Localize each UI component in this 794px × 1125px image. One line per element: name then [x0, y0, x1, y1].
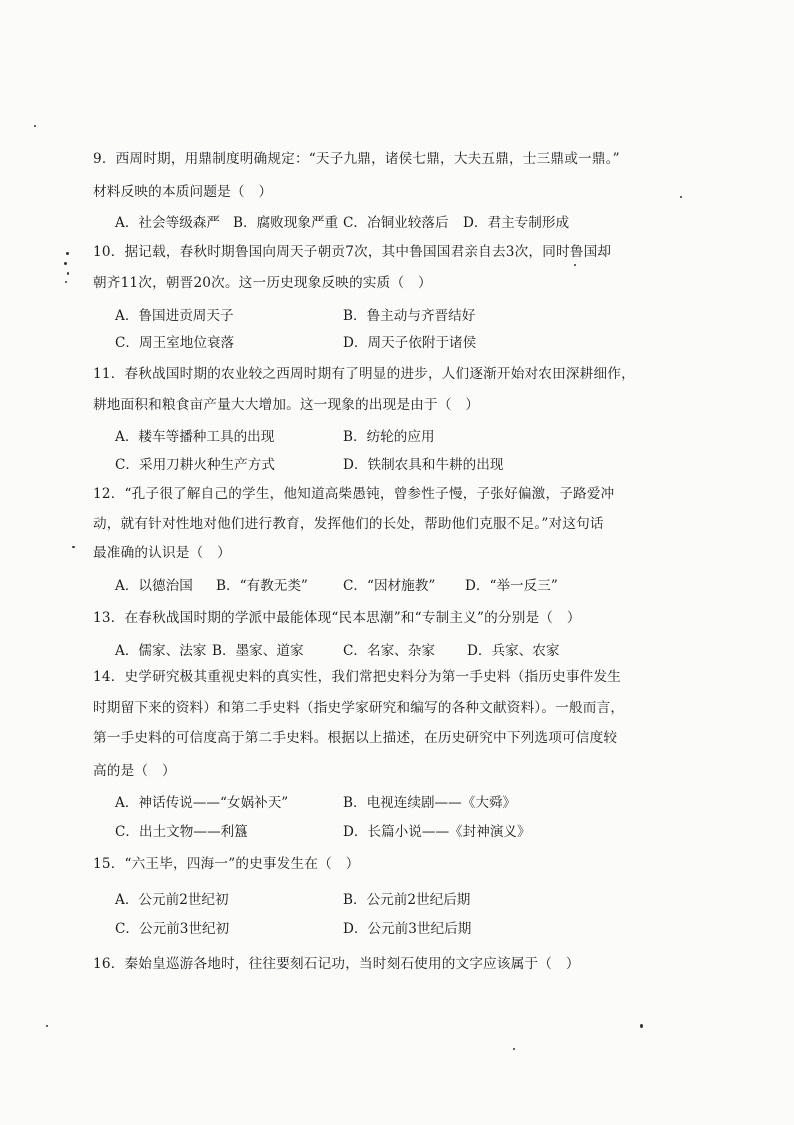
question-11-option-d: D．铁制农具和牛耕的出现 [343, 457, 504, 473]
scan-speck [46, 1025, 48, 1027]
question-14-option-d: D．长篇小说——《封神演义》 [343, 824, 531, 840]
question-13-option-c: C．名家、杂家 [343, 643, 435, 659]
question-11-option-a: A．耧车等播种工具的出现 [115, 429, 275, 445]
scan-speck [65, 281, 67, 283]
question-14-option-c: C．出土文物——利簋 [115, 824, 248, 840]
question-12-option-b: B．“有教无类” [216, 578, 308, 594]
question-15-option-c: C．公元前3世纪初 [115, 921, 230, 937]
scan-speck [72, 546, 75, 548]
question-14-stem-line-4: 高的是（ ） [93, 763, 176, 779]
question-15-option-d: D．公元前3世纪后期 [343, 921, 472, 937]
question-13-stem-line-1: 13．在春秋战国时期的学派中最能体现“民本思潮”和“专制主义”的分别是（ ） [93, 610, 581, 626]
scan-speck [513, 1048, 515, 1050]
question-10-stem-line-2: 朝齐11次，朝晋20次。这一历史现象反映的实质（ ） [93, 275, 432, 291]
scan-speck [66, 252, 69, 255]
scan-speck [67, 272, 69, 275]
question-16-stem-line-1: 16．秦始皇巡游各地时，往往要刻石记功，当时刻石使用的文字应该属于（ ） [93, 956, 580, 972]
question-11-option-c: C．采用刀耕火种生产方式 [115, 457, 275, 473]
question-12-stem-line-1: 12．“孔子很了解自己的学生，他知道高柴愚钝，曾参性子慢，子张好偏激，子路爱冲 [93, 486, 615, 502]
question-9-option-b: B．腐败现象严重 [233, 215, 339, 231]
question-15-option-a: A．公元前2世纪初 [115, 892, 229, 908]
question-9-stem-line-2: 材料反映的本质问题是（ ） [93, 184, 273, 200]
question-15-stem-line-1: 15．“六王毕，四海一”的史事发生在（ ） [93, 856, 360, 872]
scan-speck [680, 196, 682, 198]
scan-speck [640, 1024, 643, 1028]
question-11-option-b: B．纺轮的应用 [343, 429, 435, 445]
question-12-option-a: A．以德治国 [115, 578, 193, 594]
question-11-stem-line-1: 11．春秋战国时期的农业较之西周时期有了明显的进步，人们逐渐开始对农田深耕细作， [93, 366, 635, 382]
question-13-option-d: D．兵家、农家 [467, 643, 560, 659]
question-9-option-c: C．冶铜业较落后 [343, 215, 449, 231]
question-10-stem-line-1: 10．据记载，春秋时期鲁国向周天子朝贡7次，其中鲁国国君亲自去3次，同时鲁国却 [93, 244, 612, 260]
question-12-stem-line-3: 最准确的认识是（ ） [93, 545, 231, 561]
question-10-option-b: B．鲁主动与齐晋结好 [343, 308, 476, 324]
question-15-option-b: B．公元前2世纪后期 [343, 892, 471, 908]
question-12-stem-line-2: 动，就有针对性地对他们进行教育，发挥他们的长处，帮助他们克服不足。”对这句话 [93, 516, 604, 532]
question-11-stem-line-2: 耕地面积和粮食亩产量大大增加。这一现象的出现是由于（ ） [93, 397, 480, 413]
question-14-stem-line-2: 时期留下来的资料）和第二手史料（指史学家研究和编写的各种文献资料）。一般而言， [93, 700, 625, 716]
question-14-stem-line-1: 14．史学研究极其重视史料的真实性，我们常把史料分为第一手史料（指历史事件发生 [93, 669, 622, 685]
scan-speck [574, 264, 576, 266]
question-12-option-d: D．“举一反三” [465, 578, 558, 594]
question-14-option-a: A．神话传说——“女娲补天” [115, 795, 289, 811]
question-10-option-a: A．鲁国进贡周天子 [115, 308, 234, 324]
question-13-option-a: A．儒家、法家 [115, 643, 207, 659]
question-10-option-d: D．周天子依附于诸侯 [343, 335, 477, 351]
scan-speck [34, 125, 36, 127]
question-9-option-d: D．君主专制形成 [463, 215, 570, 231]
question-9-option-a: A．社会等级森严 [115, 215, 220, 231]
scan-speck [64, 262, 67, 265]
question-9-stem-line-1: 9．西周时期，用鼎制度明确规定：“天子九鼎，诸侯七鼎，大夫五鼎，士三鼎或一鼎。” [93, 151, 620, 167]
question-14-stem-line-3: 第一手史料的可信度高于第二手史料。根据以上描述，在历史研究中下列选项可信度较 [93, 730, 618, 746]
question-13-option-b: B．墨家、道家 [212, 643, 304, 659]
question-12-option-c: C．“因材施教” [343, 578, 436, 594]
question-14-option-b: B．电视连续剧——《大舜》 [343, 795, 517, 811]
question-10-option-c: C．周王室地位衰落 [115, 335, 235, 351]
